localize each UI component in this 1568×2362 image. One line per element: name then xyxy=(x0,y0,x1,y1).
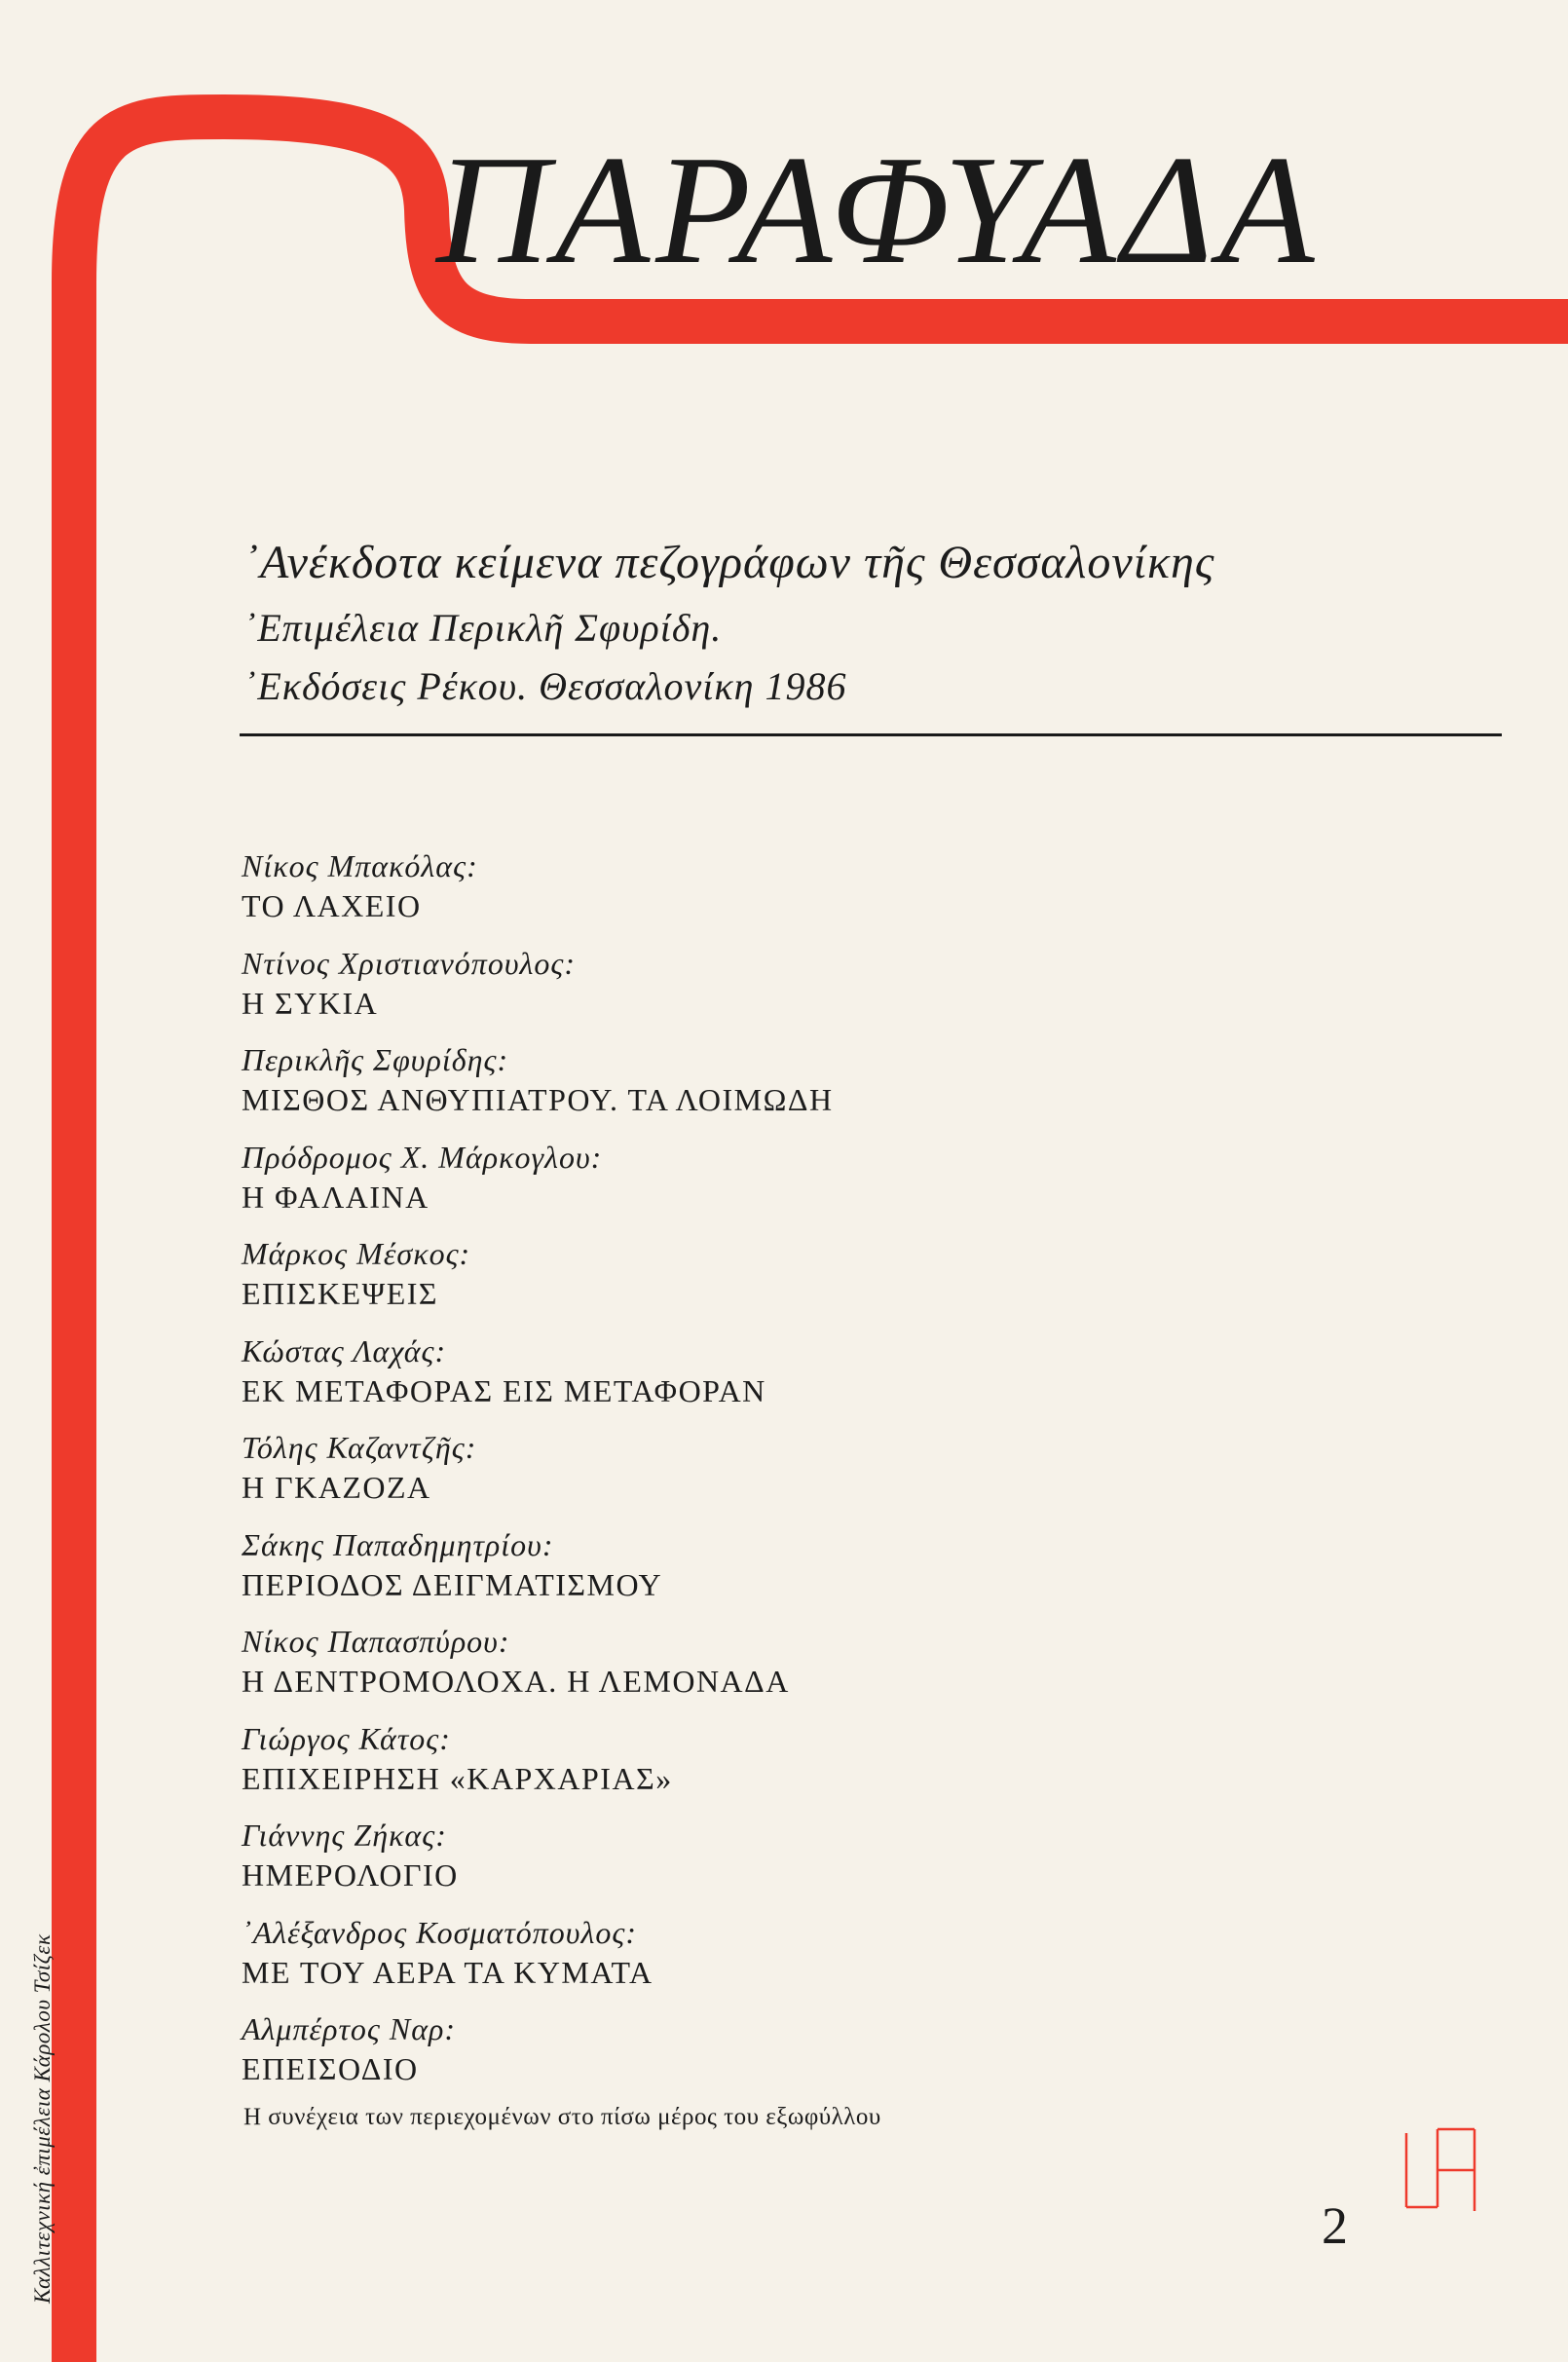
entry-author: Ντίνος Χριστιανόπουλος: xyxy=(242,945,577,981)
entry-title: ΠΕΡΙΟΔΟΣ ΔΕΙΓΜΑΤΙΣΜΟΥ xyxy=(242,1566,663,1602)
entry-author: Νίκος Μπακόλας: xyxy=(242,848,478,883)
entry-author: Μάρκος Μέσκος: xyxy=(242,1236,471,1271)
entry-title: Η ΣΥΚΙΑ xyxy=(242,985,379,1021)
issue-number: 2 xyxy=(1322,2196,1348,2255)
entry-author: Σάκης Παπαδημητρίου: xyxy=(242,1526,554,1562)
entry-title: ΕΠΕΙΣΟΔΙΟ xyxy=(242,2051,419,2086)
entry-title: Η ΓΚΑΖΟΖΑ xyxy=(242,1470,431,1505)
contents-entry xyxy=(242,1526,1313,1624)
contents-entry xyxy=(242,1041,1313,1139)
entry-author: Περικλῆς Σφυρίδης: xyxy=(242,1042,509,1077)
cover-publisher: ᾿Εκδόσεις Ρέκου. Θεσσαλονίκη 1986 xyxy=(243,664,847,708)
contents-entry xyxy=(242,945,1313,1042)
contents-entry xyxy=(242,1914,1313,2011)
cover-subtitle: ᾿Ανέκδοτα κείμενα πεζογράφων τῆς Θεσσαλονίκης xyxy=(243,537,1215,588)
contents-entry xyxy=(242,1720,1313,1818)
entry-title: ΗΜΕΡΟΛΟΓΙΟ xyxy=(242,1857,459,1893)
spine-credit: Καλλιτεχνική ἐπιμέλεια Κάρολου Τσίζεκ xyxy=(30,1933,55,2304)
entry-title: ΕΚ ΜΕΤΑΦΟΡΑΣ ΕΙΣ ΜΕΤΑΦΟΡΑΝ xyxy=(242,1372,766,1408)
entry-author: Γιώργος Κάτος: xyxy=(242,1720,451,1756)
entry-author: Αλμπέρτος Ναρ: xyxy=(242,2011,457,2046)
entry-author: Γιάννης Ζήκας: xyxy=(242,1818,447,1853)
entry-title: Η ΔΕΝΤΡΟΜΟΛΟΧΑ. Η ΛΕΜΟΝΑΔΑ xyxy=(242,1664,790,1699)
entry-title: ΕΠΙΧΕΙΡΗΣΗ «ΚΑΡΧΑΡΙΑΣ» xyxy=(242,1760,673,1796)
contents-entry xyxy=(242,2010,1313,2108)
contents-entry xyxy=(242,1332,1313,1430)
contents-entry xyxy=(242,1139,1313,1236)
entry-title: Η ΦΑΛΑΙΝΑ xyxy=(242,1179,429,1215)
contents-entry xyxy=(242,1235,1313,1332)
contents-list xyxy=(242,847,1313,2108)
continuation-note: Η συνέχεια των περιεχομένων στο πίσω μέρος του εξωφύλλου xyxy=(243,2104,881,2130)
entry-author: Πρόδρομος Χ. Μάρκογλου: xyxy=(242,1139,603,1175)
cover-subtitle-block xyxy=(243,534,1214,711)
entry-title: ΤΟ ΛΑΧΕΙΟ xyxy=(242,888,422,923)
contents-entry xyxy=(242,847,1313,945)
publisher-logo-icon xyxy=(1400,2125,1480,2215)
horizontal-rule xyxy=(240,733,1502,736)
entry-author: Τόλης Καζαντζῆς: xyxy=(242,1430,477,1465)
entry-title: ΜΙΣΘΟΣ ΑΝΘΥΠΙΑΤΡΟΥ. ΤΑ ΛΟΙΜΩΔΗ xyxy=(242,1082,834,1117)
entry-author: ᾿Αλέξανδρος Κοσματόπουλος: xyxy=(242,1914,637,1950)
magazine-title: ΠΑΡΑΦΥΑΔΑ xyxy=(436,123,1321,296)
contents-entry xyxy=(242,1817,1313,1914)
contents-entry xyxy=(242,1623,1313,1720)
entry-author: Κώστας Λαχάς: xyxy=(242,1332,447,1368)
entry-author: Νίκος Παπασπύρου: xyxy=(242,1624,510,1659)
entry-title: ΕΠΙΣΚΕΨΕΙΣ xyxy=(242,1276,439,1311)
entry-title: ΜΕ ΤΟΥ ΑΕΡΑ ΤΑ ΚΥΜΑΤΑ xyxy=(242,1954,653,1990)
cover-editor: ᾿Επιμέλεια Περικλῆ Σφυρίδη. xyxy=(243,606,723,650)
contents-entry xyxy=(242,1429,1313,1526)
